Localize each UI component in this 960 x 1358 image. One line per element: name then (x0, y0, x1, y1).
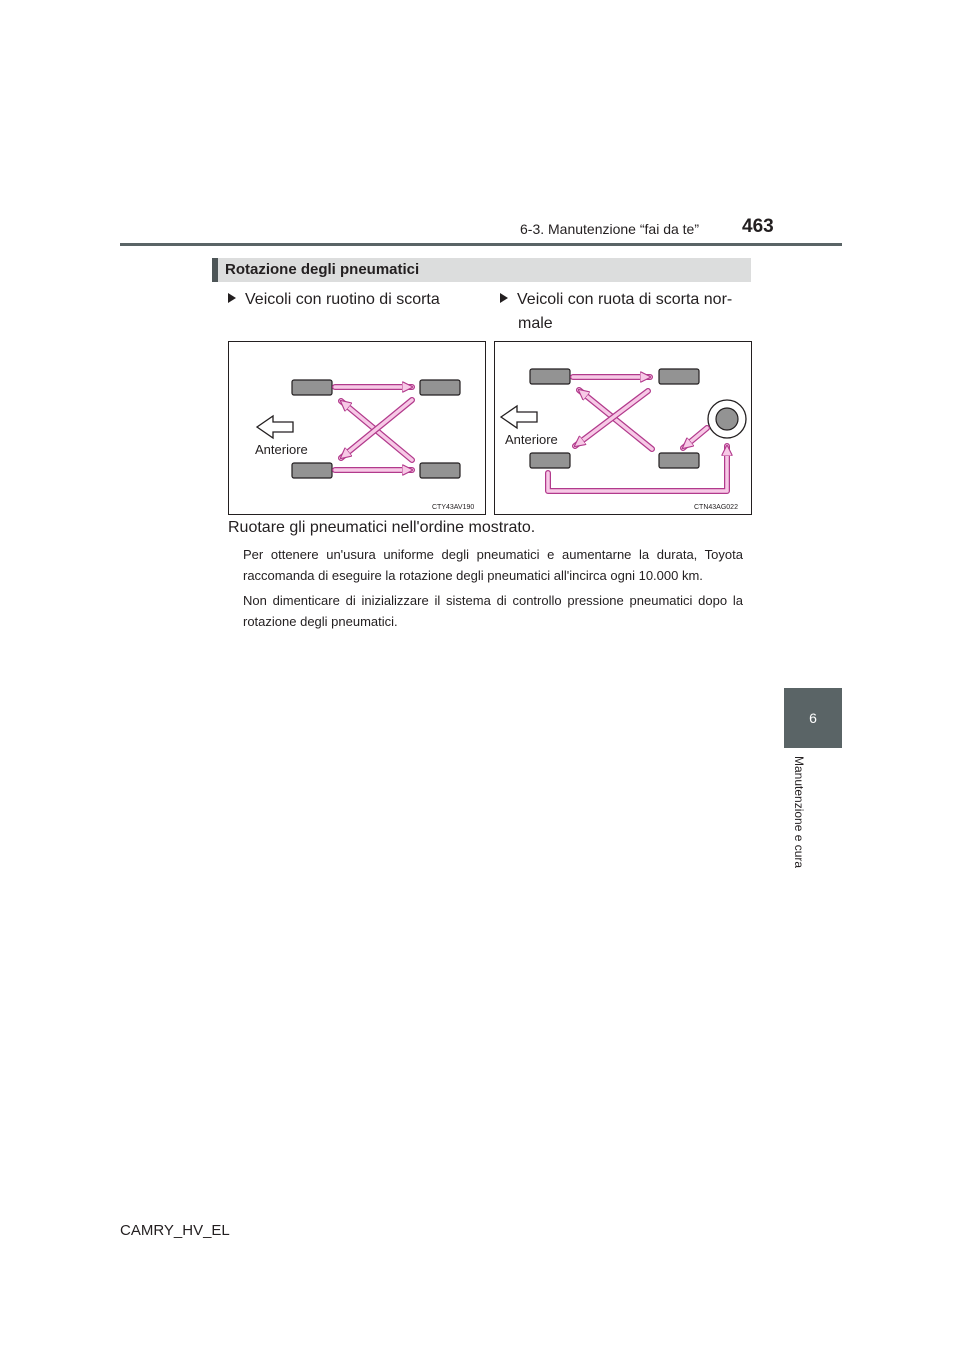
note-paragraph: Per ottenere un'usura uniforme degli pneumatici e aumentarne la durata, Toyota raccomanda di eseguire la rotazione degli pneumatici all'incirca ogni 10.000 km. (243, 547, 743, 583)
tire-rear-right (659, 453, 699, 468)
front-direction-arrow-icon (257, 416, 293, 438)
section-title: Rotazione degli pneumatici (225, 261, 420, 278)
tire-front-right (659, 369, 699, 384)
header-divider (120, 243, 842, 246)
tire-front-left (530, 369, 570, 384)
note-paragraph: Non dimenticare di inizializzare il sistema di controllo pressione pneumatici dopo la rotazione degli pneumatici. (243, 593, 743, 629)
spare-tire-icon (708, 400, 746, 438)
rotation-arrow-spare (683, 428, 707, 448)
figure-label-front: Anteriore (505, 432, 558, 447)
tire-rear-right (420, 463, 460, 478)
front-direction-arrow-icon (501, 406, 537, 428)
instruction-text: Ruotare gli pneumatici nell'ordine mostrato. (228, 519, 536, 536)
page-number: 463 (742, 216, 774, 237)
bullet-full-spare (500, 288, 740, 336)
bullet-text: Veicoli con ruota di scorta nor- (517, 291, 733, 308)
chapter-tab-label: Manutenzione e cura (792, 756, 806, 869)
triangle-bullet-icon (228, 293, 236, 303)
figure-rotation-compact-spare (228, 341, 486, 515)
figure-label-front: Anteriore (255, 442, 308, 457)
tire-rear-left (530, 453, 570, 468)
tire-rear-left (292, 463, 332, 478)
footer-model-code: CAMRY_HV_EL (120, 1222, 230, 1239)
tire-front-left (292, 380, 332, 395)
tire-front-right (420, 380, 460, 395)
bullet-text-continued: male (518, 315, 553, 332)
chapter-tab (784, 756, 806, 886)
triangle-bullet-icon (500, 293, 508, 303)
bullet-text: Veicoli con ruotino di scorta (245, 291, 440, 308)
rotation-diagram (495, 342, 751, 514)
bullet-compact-spare (228, 288, 478, 312)
figure-code: CTY43AV190 (432, 504, 475, 511)
header-section-title: 6-3. Manutenzione “fai da te” (520, 221, 699, 237)
section-title-marker (212, 258, 218, 282)
rotation-diagram (229, 342, 485, 514)
chapter-tab-number: 6 (784, 688, 842, 748)
figure-rotation-full-spare (494, 341, 752, 515)
figure-code: CTN43AG022 (694, 504, 738, 511)
rotation-arrow-rear-to-spare (548, 446, 727, 491)
